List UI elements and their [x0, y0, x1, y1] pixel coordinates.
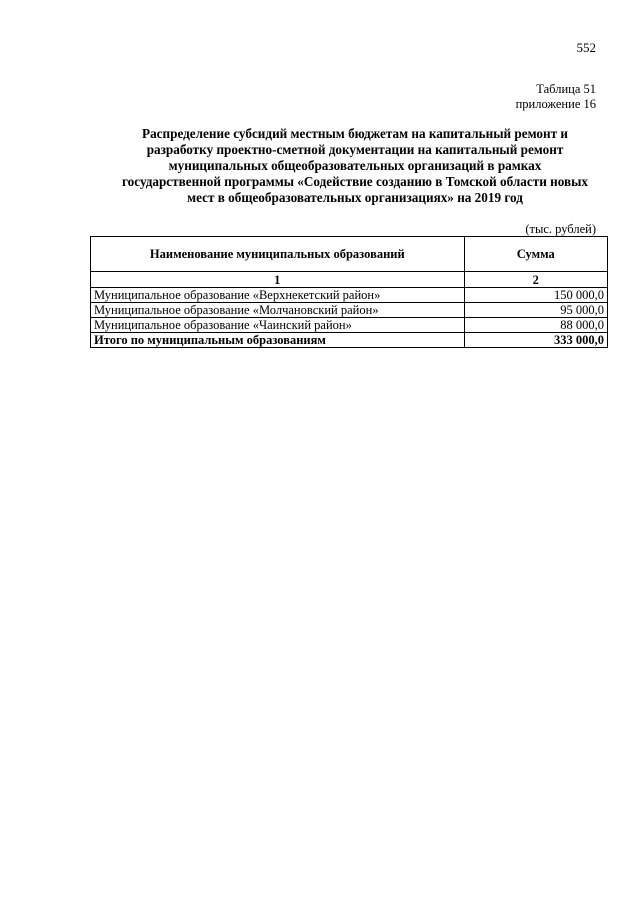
page-number: 552 — [576, 40, 596, 55]
amount-cell: 95 000,0 — [464, 303, 607, 318]
table-reference — [516, 82, 596, 112]
municipality-name: Муниципальное образование «Молчановский район» — [91, 303, 465, 318]
header-row — [91, 237, 608, 272]
header-municipality: Наименование муниципальных образований — [91, 237, 465, 272]
amount-cell: 88 000,0 — [464, 318, 607, 333]
total-label: Итого по муниципальным образованиям — [91, 333, 465, 348]
table-row — [91, 303, 608, 318]
units-label: (тыс. рублей) — [525, 222, 596, 236]
subsidy-table — [90, 236, 608, 348]
total-amount: 333 000,0 — [464, 333, 607, 348]
municipality-name: Муниципальное образование «Верхнекетский район» — [91, 288, 465, 303]
column-number: 1 — [91, 272, 465, 288]
appendix-label: приложение 16 — [515, 97, 596, 111]
title-line: мест в общеобразовательных организациях» на 2019 год — [187, 190, 523, 205]
municipality-name: Муниципальное образование «Чаинский район» — [91, 318, 465, 333]
column-number: 2 — [464, 272, 607, 288]
table-row — [91, 318, 608, 333]
document-title — [60, 126, 640, 206]
table-label: Таблица 51 — [536, 82, 596, 96]
amount-cell: 150 000,0 — [464, 288, 607, 303]
total-row — [91, 333, 608, 348]
table-row — [91, 288, 608, 303]
column-number-row — [91, 272, 608, 288]
title-line: Распределение субсидий местным бюджетам на капитальный ремонт и — [142, 126, 568, 141]
title-line: государственной программы «Содействие созданию в Томской области новых — [122, 174, 588, 189]
title-line: разработку проектно-сметной документации на капитальный ремонт — [146, 142, 564, 157]
title-line: муниципальных общеобразовательных организаций в рамках — [168, 158, 542, 173]
header-amount: Сумма — [464, 237, 607, 272]
